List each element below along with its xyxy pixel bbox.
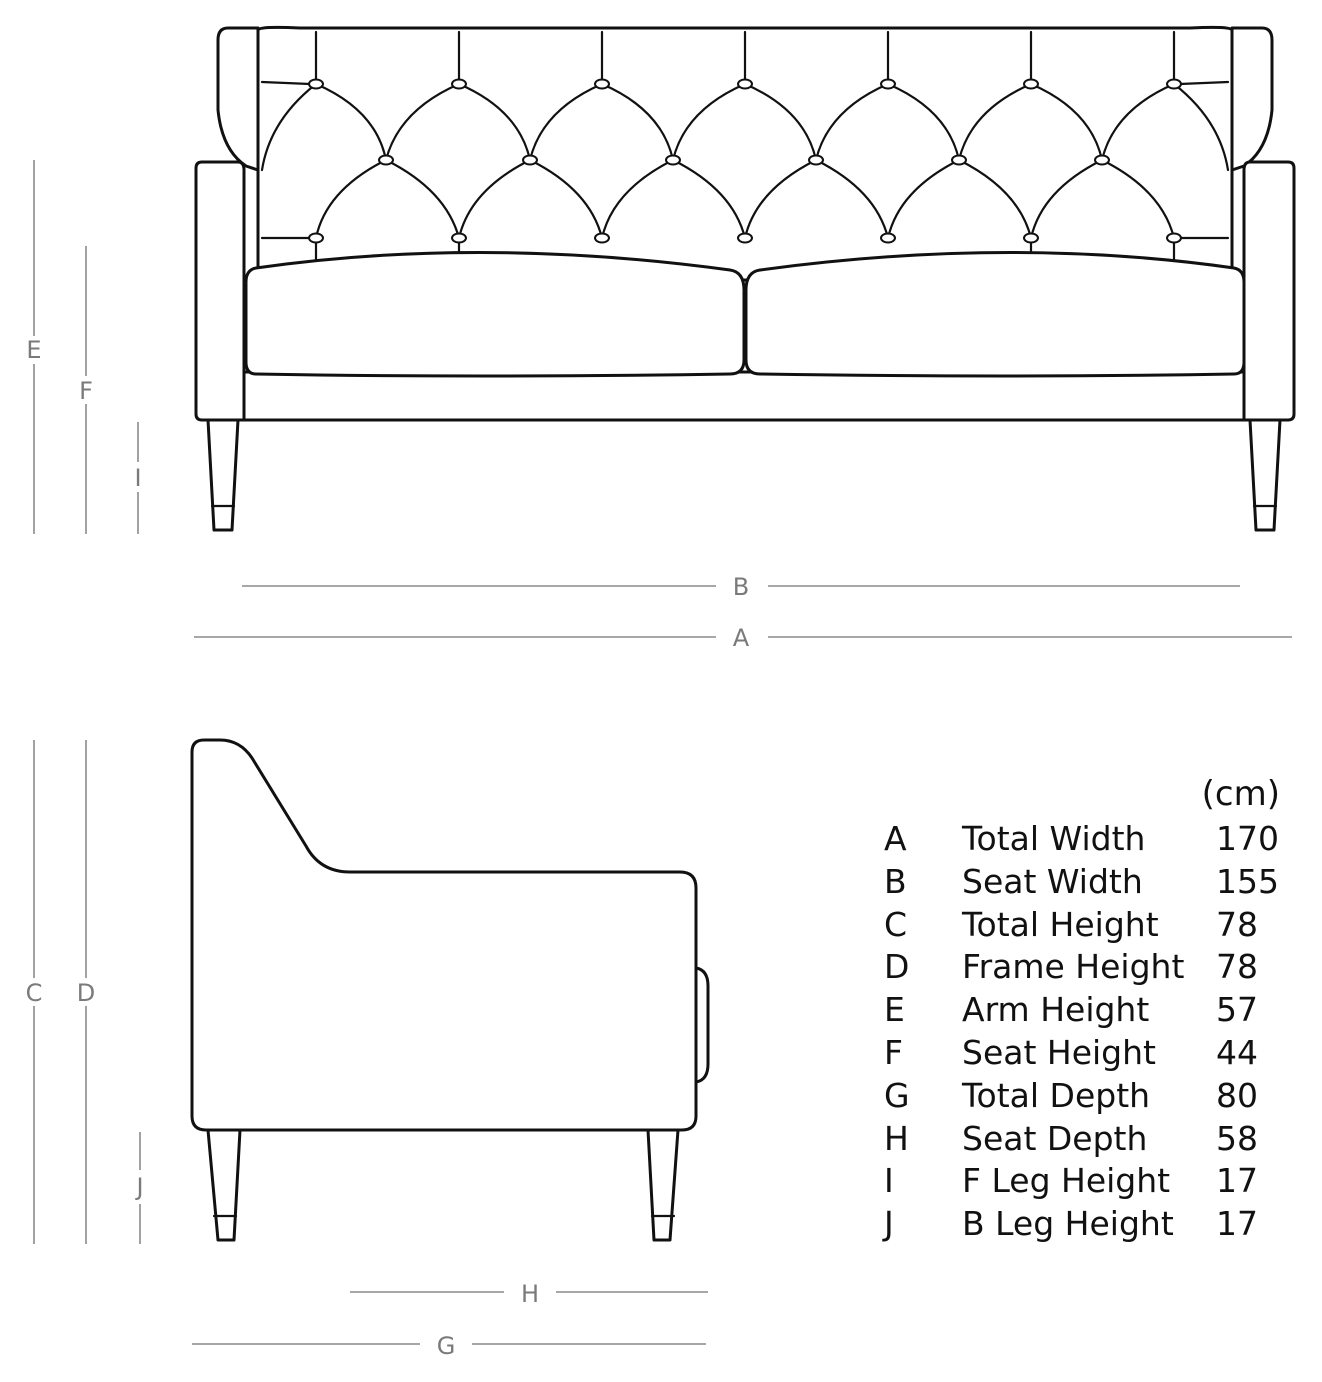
right-arm xyxy=(1244,162,1294,420)
dimension-value: 78 xyxy=(1216,947,1258,987)
dimension-name: Total Height xyxy=(962,904,1159,944)
dimension-value: 58 xyxy=(1216,1118,1258,1158)
table-row xyxy=(884,861,1294,904)
dimension-value: 57 xyxy=(1216,990,1258,1030)
front-view-drawing xyxy=(196,27,1294,530)
dimension-name: Seat Depth xyxy=(962,1118,1148,1158)
side-front-leg xyxy=(208,1130,240,1240)
dimension-value: 155 xyxy=(1216,861,1279,901)
table-row xyxy=(884,1118,1294,1161)
dim-label-i: I xyxy=(134,464,142,492)
front-right-leg xyxy=(1250,420,1280,530)
dimension-name: Seat Height xyxy=(962,1032,1156,1072)
right-wing xyxy=(1232,28,1272,170)
dimension-code: F xyxy=(884,1032,903,1072)
dim-label-d: D xyxy=(76,979,96,1007)
dimension-name: B Leg Height xyxy=(962,1204,1174,1244)
dimension-name: Arm Height xyxy=(962,990,1150,1030)
dimension-code: D xyxy=(884,947,910,987)
dim-label-e: E xyxy=(26,336,42,364)
front-left-leg xyxy=(208,420,238,530)
dimension-name: Frame Height xyxy=(962,947,1185,987)
dimensions-rows xyxy=(884,818,1294,1246)
dimension-value: 44 xyxy=(1216,1032,1258,1072)
table-row xyxy=(884,1203,1294,1246)
left-wing xyxy=(218,28,258,170)
dimension-code: E xyxy=(884,990,905,1030)
right-seat-cushion xyxy=(746,252,1244,376)
dim-label-g: G xyxy=(436,1332,456,1360)
dimension-code: C xyxy=(884,904,908,944)
table-row xyxy=(884,904,1294,947)
sofa-base xyxy=(238,372,1250,420)
left-arm xyxy=(196,162,244,420)
table-row xyxy=(884,818,1294,861)
dimension-value: 17 xyxy=(1216,1161,1258,1201)
dim-label-b: B xyxy=(732,573,750,601)
dimension-code: J xyxy=(884,1204,894,1244)
dim-label-c: C xyxy=(25,979,43,1007)
dimension-code: H xyxy=(884,1118,909,1158)
dimension-value: 80 xyxy=(1216,1075,1258,1115)
left-seat-cushion xyxy=(246,252,744,376)
dim-label-a: A xyxy=(732,624,750,652)
dimension-code: B xyxy=(884,861,907,901)
dimension-code: G xyxy=(884,1075,910,1115)
table-row xyxy=(884,1032,1294,1075)
dimension-value: 170 xyxy=(1216,819,1279,858)
table-row xyxy=(884,1075,1294,1118)
dimension-name: F Leg Height xyxy=(962,1161,1171,1201)
table-row xyxy=(884,989,1294,1032)
dimension-code: A xyxy=(884,819,907,858)
table-row xyxy=(884,946,1294,989)
dimension-value: 17 xyxy=(1216,1204,1258,1244)
table-row xyxy=(884,1160,1294,1203)
dim-label-f: F xyxy=(79,377,93,405)
dim-label-h: H xyxy=(520,1280,540,1308)
dimension-code: I xyxy=(884,1161,894,1201)
side-back-leg xyxy=(648,1130,678,1240)
dimension-name: Total Width xyxy=(962,819,1146,858)
side-body xyxy=(192,740,696,1130)
dimensions-table xyxy=(884,770,1294,1246)
dimension-name: Total Depth xyxy=(962,1075,1151,1115)
dim-label-j: J xyxy=(136,1173,144,1201)
side-view-drawing xyxy=(192,740,708,1240)
dimension-value: 78 xyxy=(1216,904,1258,944)
unit-label: (cm) xyxy=(1201,774,1280,814)
dimension-name: Seat Width xyxy=(962,861,1143,901)
side-back-cushion xyxy=(696,968,708,1082)
